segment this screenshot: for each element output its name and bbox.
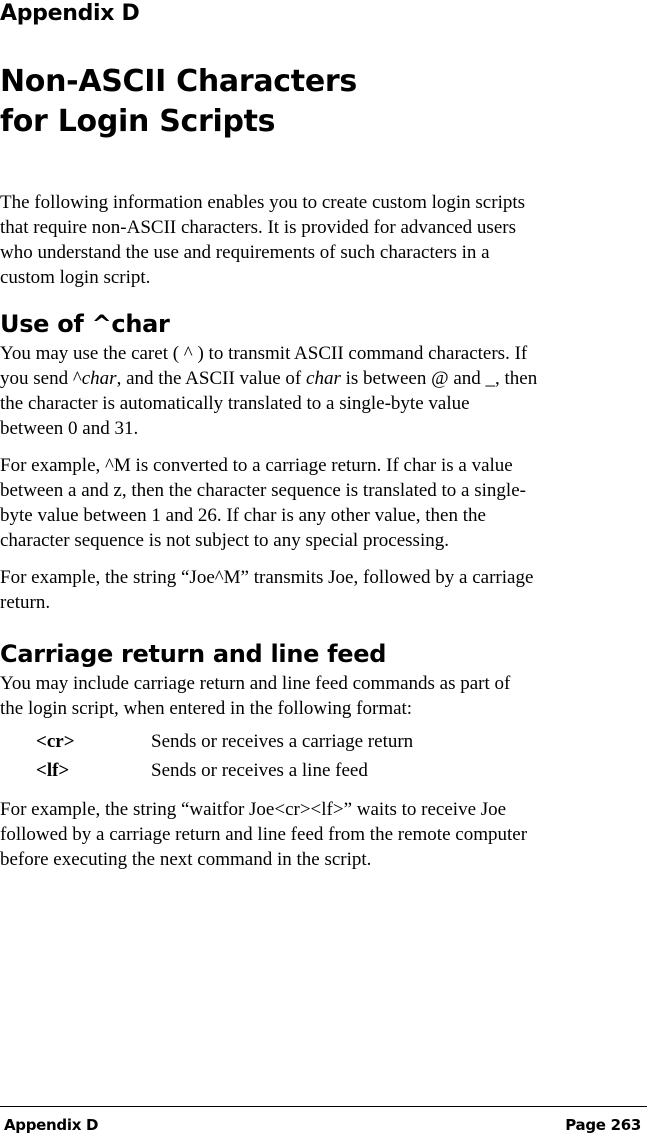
paragraph-line: You may use the caret ( ^ ) to transmit ASCII command characters. If bbox=[0, 343, 528, 364]
paragraph-line: the character is automatically translated to a single-byte value bbox=[0, 393, 470, 414]
definition-row bbox=[36, 756, 645, 785]
section-heading-caret: Use of ^char bbox=[0, 310, 170, 338]
caret-paragraph-2 bbox=[0, 453, 645, 553]
paragraph-line: you send ^char, and the ASCII value of char is between @ and _, then bbox=[0, 368, 538, 389]
definition-description: Sends or receives a carriage return bbox=[151, 731, 414, 752]
paragraph-line: return. bbox=[0, 592, 51, 613]
intro-line: The following information enables you to create custom login scripts bbox=[0, 192, 526, 213]
footer-page-number: Page 263 bbox=[565, 1116, 641, 1134]
paragraph-line: between a and z, then the character sequence is translated to a single- bbox=[0, 480, 526, 501]
paragraph-line: You may include carriage return and line feed commands as part of bbox=[0, 673, 511, 694]
intro-paragraph bbox=[0, 190, 645, 290]
paragraph-line: the login script, when entered in the following format: bbox=[0, 698, 413, 719]
intro-line: that require non-ASCII characters. It is provided for advanced users bbox=[0, 217, 516, 238]
footer-divider bbox=[0, 1106, 647, 1107]
appendix-label: Appendix D bbox=[0, 1, 140, 26]
page-title-line-2: for Login Scripts bbox=[0, 104, 276, 139]
paragraph-line: followed by a carriage return and line feed from the remote computer bbox=[0, 824, 528, 845]
definition-term: <lf> bbox=[36, 760, 70, 781]
intro-line: custom login script. bbox=[0, 267, 151, 288]
intro-line: who understand the use and requirements of such characters in a bbox=[0, 242, 490, 263]
paragraph-line: before executing the next command in the script. bbox=[0, 849, 372, 870]
page-title bbox=[0, 62, 357, 142]
crlf-paragraph-1 bbox=[0, 671, 645, 721]
crlf-paragraph-2 bbox=[0, 797, 645, 872]
paragraph-line: between 0 and 31. bbox=[0, 418, 139, 439]
caret-paragraph-3 bbox=[0, 565, 645, 615]
document-body bbox=[0, 190, 645, 884]
paragraph-line: character sequence is not subject to any special processing. bbox=[0, 530, 449, 551]
section-heading-crlf: Carriage return and line feed bbox=[0, 640, 387, 668]
page-title-line-1: Non-ASCII Characters bbox=[0, 64, 357, 99]
footer-section-label: Appendix D bbox=[4, 1116, 99, 1134]
paragraph-line: For example, the string “waitfor Joe<cr><lf>” waits to receive Joe bbox=[0, 799, 507, 820]
caret-paragraph-1 bbox=[0, 341, 645, 441]
definition-term: <cr> bbox=[36, 731, 75, 752]
paragraph-line: For example, the string “Joe^M” transmits Joe, followed by a carriage bbox=[0, 567, 534, 588]
definition-row bbox=[36, 727, 645, 756]
paragraph-line: byte value between 1 and 26. If char is any other value, then the bbox=[0, 505, 486, 526]
paragraph-line: For example, ^M is converted to a carriage return. If char is a value bbox=[0, 455, 513, 476]
definition-description: Sends or receives a line feed bbox=[151, 760, 368, 781]
definition-list bbox=[36, 727, 645, 785]
